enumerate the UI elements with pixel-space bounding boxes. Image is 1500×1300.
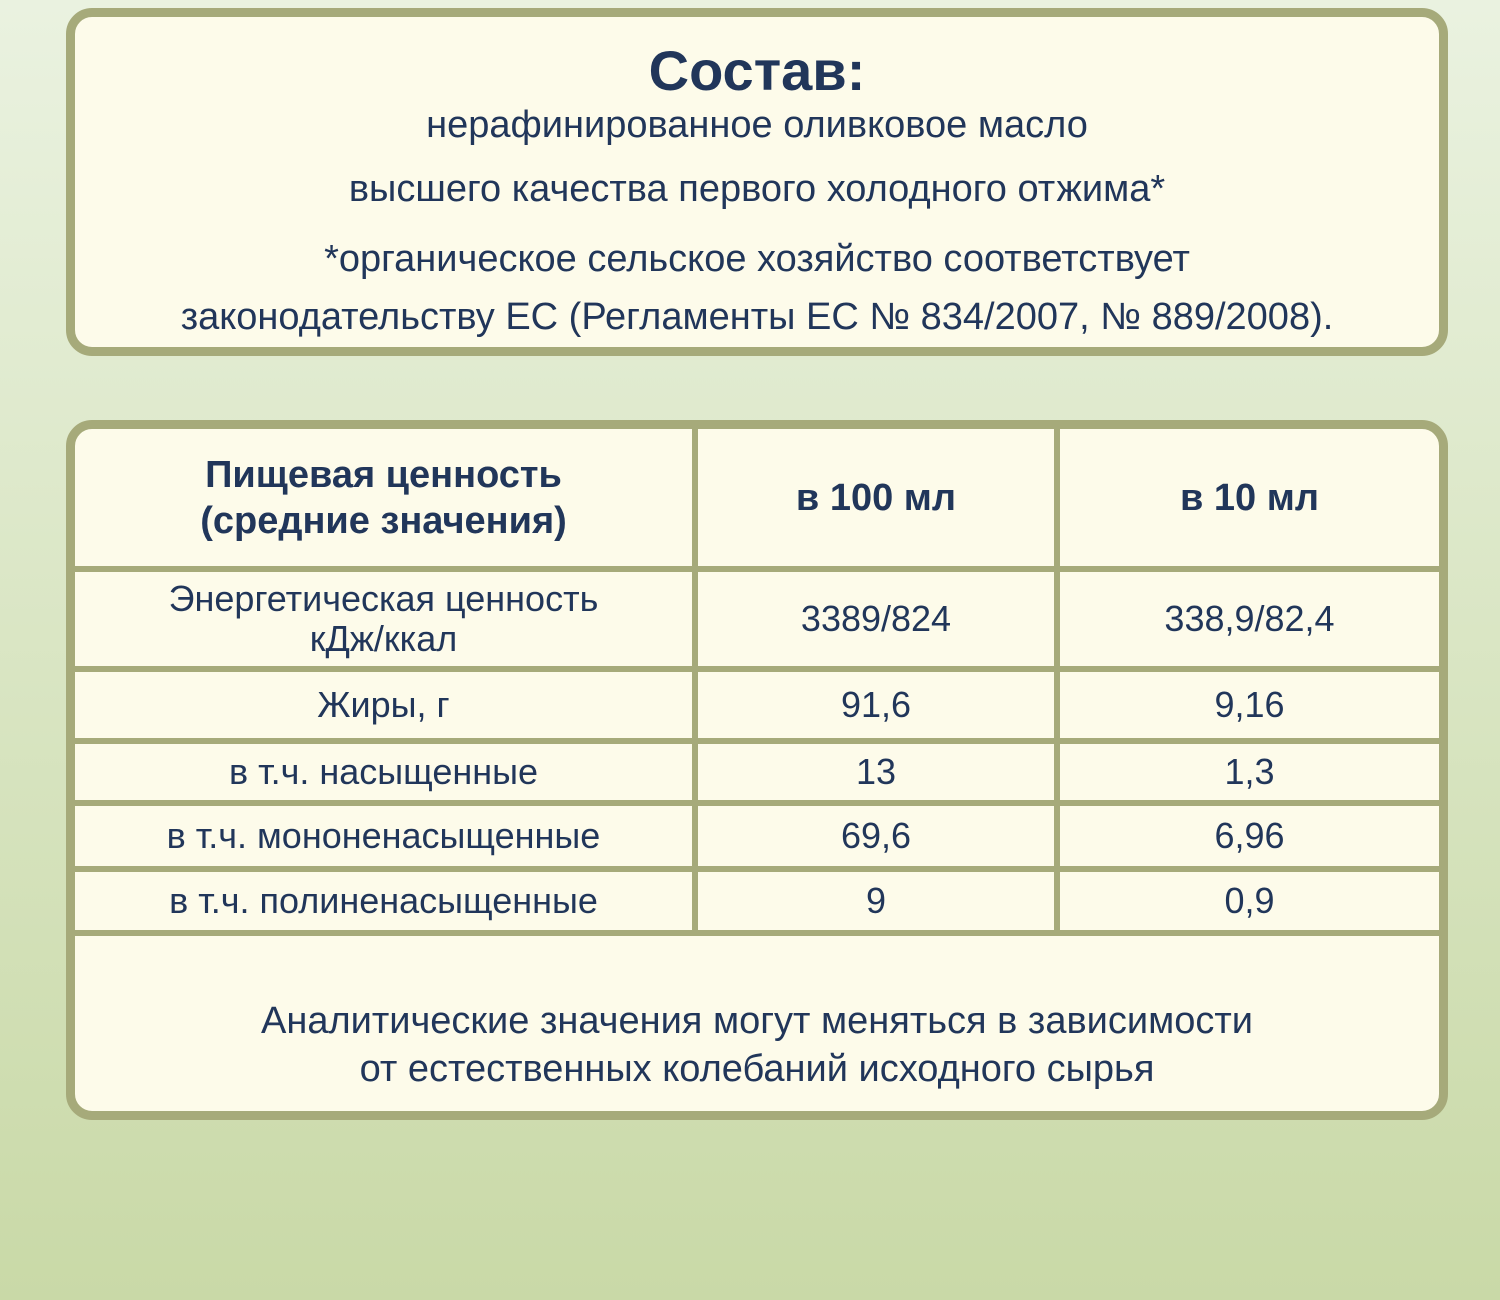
header-per-100ml: в 100 мл bbox=[695, 429, 1057, 569]
footnote-line-2: от естественных колебаний исходного сырья bbox=[359, 1048, 1155, 1090]
composition-note-line-1: *органическое сельское хозяйство соответствует bbox=[324, 238, 1190, 280]
header-nutrition-value-line-2: (средние значения) bbox=[200, 499, 567, 542]
header-nutrition-value-line-1: Пищевая ценность bbox=[205, 453, 562, 496]
value-per-100ml: 13 bbox=[695, 741, 1057, 803]
row-label-line-1: Энергетическая ценность bbox=[168, 578, 599, 619]
header-nutrition-value bbox=[75, 429, 695, 569]
footnote-line-1: Аналитические значения могут меняться в зависимости bbox=[260, 1000, 1254, 1042]
row-label: в т.ч. полиненасыщенные bbox=[75, 869, 695, 933]
value-per-100ml: 9 bbox=[695, 869, 1057, 933]
composition-panel bbox=[66, 8, 1448, 356]
value-per-100ml: 69,6 bbox=[695, 803, 1057, 869]
row-label-line-2: кДж/ккал bbox=[309, 618, 458, 659]
value-per-10ml: 338,9/82,4 bbox=[1057, 569, 1439, 669]
row-label: в т.ч. насыщенные bbox=[75, 741, 695, 803]
table-row bbox=[75, 569, 1439, 669]
row-label: в т.ч. мононенасыщенные bbox=[75, 803, 695, 869]
value-per-100ml: 3389/824 bbox=[695, 569, 1057, 669]
composition-ingredient-line-2: высшего качества первого холодного отжима* bbox=[348, 168, 1166, 210]
composition-note-line-2: законодательству ЕС (Регламенты ЕС № 834/2007, № 889/2008). bbox=[180, 296, 1334, 338]
analytical-footnote bbox=[75, 997, 1439, 1093]
composition-ingredient-line-1: нерафинированное оливковое масло bbox=[426, 104, 1088, 146]
value-per-10ml: 1,3 bbox=[1057, 741, 1439, 803]
table-row bbox=[75, 869, 1439, 933]
row-label: Жиры, г bbox=[75, 669, 695, 741]
table-row bbox=[75, 741, 1439, 803]
table-row bbox=[75, 669, 1439, 741]
header-per-10ml: в 10 мл bbox=[1057, 429, 1439, 569]
table-row bbox=[75, 803, 1439, 869]
value-per-100ml: 91,6 bbox=[695, 669, 1057, 741]
nutrition-table bbox=[75, 429, 1439, 936]
row-label bbox=[75, 569, 695, 669]
nutrition-panel bbox=[66, 420, 1448, 1120]
value-per-10ml: 0,9 bbox=[1057, 869, 1439, 933]
value-per-10ml: 9,16 bbox=[1057, 669, 1439, 741]
value-per-10ml: 6,96 bbox=[1057, 803, 1439, 869]
composition-title: Состав: bbox=[648, 39, 866, 102]
table-header-row bbox=[75, 429, 1439, 569]
